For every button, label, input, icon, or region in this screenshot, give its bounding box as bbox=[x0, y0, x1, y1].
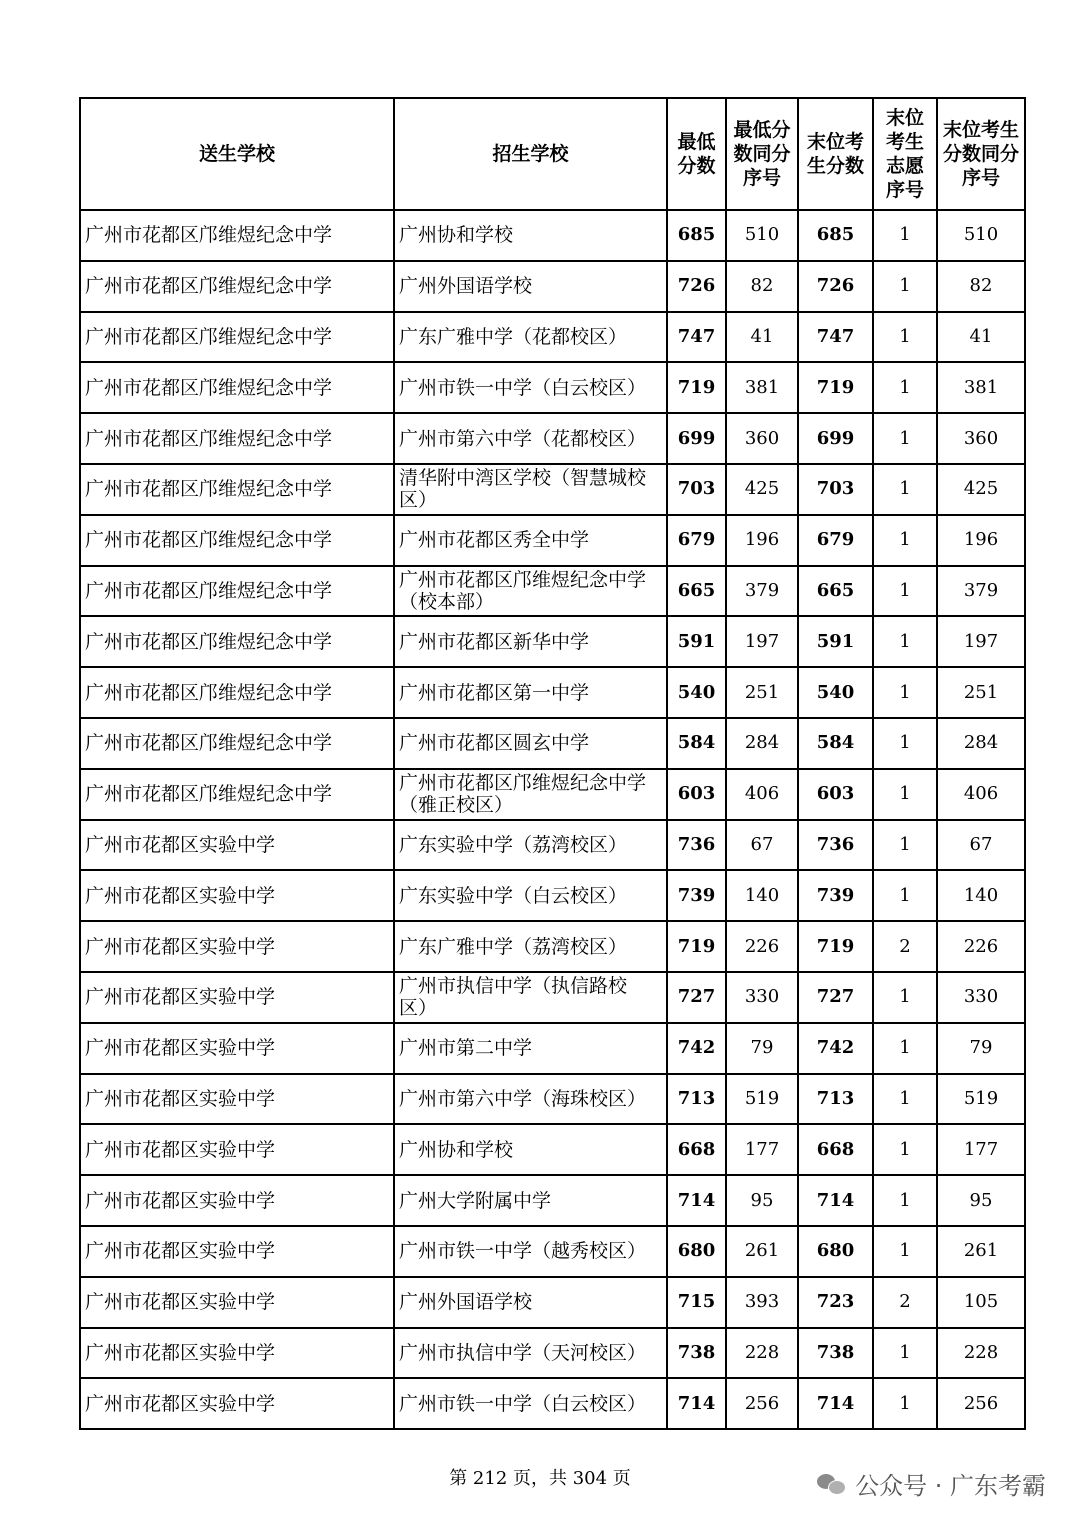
cell-last-wish: 1 bbox=[873, 870, 937, 921]
table-row bbox=[80, 1277, 1025, 1328]
cell-last-rank: 284 bbox=[937, 718, 1025, 769]
cell-recv-school-line: 广州市第二中学 bbox=[399, 1037, 533, 1060]
cell-min-rank: 196 bbox=[726, 515, 798, 566]
cell-send-school: 广州市花都区实验中学 bbox=[80, 1226, 394, 1277]
cell-recv-school-line: 广州市第六中学（花都校区） bbox=[399, 427, 647, 450]
cell-send-school: 广州市花都区邝维煜纪念中学 bbox=[80, 667, 394, 718]
cell-send-school: 广州市花都区实验中学 bbox=[80, 870, 394, 921]
cell-min-rank: 228 bbox=[726, 1328, 798, 1379]
cell-recv-school-line: 区） bbox=[399, 489, 438, 512]
cell-last-score: 540 bbox=[798, 667, 873, 718]
header-min-rank-line: 序号 bbox=[742, 167, 781, 189]
cell-last-wish: 1 bbox=[873, 769, 937, 820]
cell-min-score: 714 bbox=[667, 1175, 726, 1226]
header-last-wish-line: 末位 bbox=[885, 107, 924, 129]
cell-send-school: 广州市花都区邝维煜纪念中学 bbox=[80, 210, 394, 261]
cell-last-wish: 1 bbox=[873, 667, 937, 718]
cell-min-rank: 379 bbox=[726, 566, 798, 617]
cell-recv-school-line: 广州市花都区邝维煜纪念中学 bbox=[399, 568, 647, 591]
cell-last-wish: 1 bbox=[873, 1124, 937, 1175]
cell-recv-school-line: 广州外国语学校 bbox=[399, 275, 533, 298]
cell-recv-school-line: 广东广雅中学（花都校区） bbox=[399, 325, 628, 348]
table-row bbox=[80, 312, 1025, 363]
cell-recv-school bbox=[394, 210, 667, 261]
cell-recv-school bbox=[394, 1277, 667, 1328]
cell-min-score: 738 bbox=[667, 1328, 726, 1379]
cell-last-rank: 510 bbox=[937, 210, 1025, 261]
cell-min-score: 680 bbox=[667, 1226, 726, 1277]
cell-last-rank: 379 bbox=[937, 566, 1025, 617]
cell-recv-school-line: 广州协和学校 bbox=[399, 1138, 514, 1161]
cell-send-school: 广州市花都区实验中学 bbox=[80, 1023, 394, 1074]
cell-recv-school bbox=[394, 1378, 667, 1429]
cell-send-school: 广州市花都区邝维煜纪念中学 bbox=[80, 769, 394, 820]
cell-send-school: 广州市花都区实验中学 bbox=[80, 921, 394, 972]
header-min-score-line: 分数 bbox=[677, 155, 716, 177]
page-footer: 第 212 页，共 304 页 bbox=[449, 1468, 631, 1489]
cell-recv-school bbox=[394, 1124, 667, 1175]
table-body bbox=[80, 210, 1025, 1429]
cell-min-rank: 510 bbox=[726, 210, 798, 261]
table-row bbox=[80, 718, 1025, 769]
cell-recv-school-line: 广东广雅中学（荔湾校区） bbox=[399, 935, 628, 958]
cell-min-score: 540 bbox=[667, 667, 726, 718]
cell-min-rank: 519 bbox=[726, 1074, 798, 1125]
cell-last-wish: 1 bbox=[873, 362, 937, 413]
cell-last-wish: 1 bbox=[873, 261, 937, 312]
table-row bbox=[80, 464, 1025, 515]
cell-last-wish: 1 bbox=[873, 566, 937, 617]
cell-last-rank: 226 bbox=[937, 921, 1025, 972]
header-send-school: 送生学校 bbox=[80, 98, 394, 210]
cell-send-school: 广州市花都区邝维煜纪念中学 bbox=[80, 413, 394, 464]
cell-last-wish: 2 bbox=[873, 921, 937, 972]
cell-last-score: 668 bbox=[798, 1124, 873, 1175]
cell-recv-school-line: 广州市花都区秀全中学 bbox=[399, 529, 590, 552]
cell-recv-school bbox=[394, 616, 667, 667]
cell-last-rank: 196 bbox=[937, 515, 1025, 566]
cell-min-rank: 284 bbox=[726, 718, 798, 769]
header-min-score-line: 最低 bbox=[677, 131, 716, 153]
header-last-rank-line: 序号 bbox=[961, 167, 1000, 189]
cell-last-rank: 197 bbox=[937, 616, 1025, 667]
cell-send-school: 广州市花都区邝维煜纪念中学 bbox=[80, 362, 394, 413]
header-row bbox=[80, 98, 1025, 210]
cell-last-score: 742 bbox=[798, 1023, 873, 1074]
cell-last-score: 703 bbox=[798, 464, 873, 515]
cell-min-score: 739 bbox=[667, 870, 726, 921]
table-row bbox=[80, 870, 1025, 921]
cell-last-wish: 1 bbox=[873, 1074, 937, 1125]
cell-recv-school bbox=[394, 566, 667, 617]
cell-last-wish: 1 bbox=[873, 1023, 937, 1074]
table-row bbox=[80, 1226, 1025, 1277]
cell-send-school: 广州市花都区实验中学 bbox=[80, 1277, 394, 1328]
cell-min-rank: 425 bbox=[726, 464, 798, 515]
cell-last-wish: 1 bbox=[873, 515, 937, 566]
header-min-score bbox=[667, 98, 726, 210]
header-recv-school: 招生学校 bbox=[394, 98, 667, 210]
cell-last-wish: 1 bbox=[873, 972, 937, 1023]
cell-min-rank: 330 bbox=[726, 972, 798, 1023]
cell-min-score: 591 bbox=[667, 616, 726, 667]
cell-min-score: 736 bbox=[667, 820, 726, 871]
cell-recv-school bbox=[394, 1175, 667, 1226]
cell-last-rank: 360 bbox=[937, 413, 1025, 464]
header-last-wish-line: 考生 bbox=[885, 131, 924, 153]
cell-recv-school bbox=[394, 261, 667, 312]
table-row bbox=[80, 769, 1025, 820]
table-row bbox=[80, 362, 1025, 413]
cell-min-score: 742 bbox=[667, 1023, 726, 1074]
cell-last-wish: 1 bbox=[873, 820, 937, 871]
cell-last-score: 719 bbox=[798, 921, 873, 972]
cell-min-rank: 79 bbox=[726, 1023, 798, 1074]
cell-send-school: 广州市花都区邝维煜纪念中学 bbox=[80, 515, 394, 566]
cell-send-school: 广州市花都区邝维煜纪念中学 bbox=[80, 566, 394, 617]
cell-min-score: 715 bbox=[667, 1277, 726, 1328]
cell-send-school: 广州市花都区邝维煜纪念中学 bbox=[80, 464, 394, 515]
cell-min-rank: 140 bbox=[726, 870, 798, 921]
cell-recv-school-line: 广东实验中学（荔湾校区） bbox=[399, 833, 628, 856]
cell-last-rank: 177 bbox=[937, 1124, 1025, 1175]
cell-last-rank: 105 bbox=[937, 1277, 1025, 1328]
cell-last-wish: 1 bbox=[873, 210, 937, 261]
table-row bbox=[80, 820, 1025, 871]
cell-last-wish: 1 bbox=[873, 464, 937, 515]
table-row bbox=[80, 921, 1025, 972]
cell-recv-school bbox=[394, 1023, 667, 1074]
cell-recv-school bbox=[394, 515, 667, 566]
cell-min-score: 714 bbox=[667, 1378, 726, 1429]
table-row bbox=[80, 1124, 1025, 1175]
cell-min-score: 699 bbox=[667, 413, 726, 464]
header-last-wish bbox=[873, 98, 937, 210]
cell-recv-school-line: 广州市执信中学（天河校区） bbox=[399, 1341, 647, 1364]
cell-send-school: 广州市花都区实验中学 bbox=[80, 1175, 394, 1226]
cell-recv-school bbox=[394, 769, 667, 820]
cell-recv-school-line: 广州市铁一中学（白云校区） bbox=[399, 1392, 647, 1415]
cell-send-school: 广州市花都区实验中学 bbox=[80, 1074, 394, 1125]
cell-send-school: 广州市花都区邝维煜纪念中学 bbox=[80, 616, 394, 667]
cell-recv-school-line: 广州大学附属中学 bbox=[399, 1189, 552, 1212]
cell-min-score: 584 bbox=[667, 718, 726, 769]
header-last-score-line: 末位考 bbox=[806, 131, 864, 153]
table-row bbox=[80, 1023, 1025, 1074]
cell-recv-school bbox=[394, 362, 667, 413]
cell-recv-school-line: 广州外国语学校 bbox=[399, 1291, 533, 1314]
table-row bbox=[80, 1175, 1025, 1226]
header-min-rank-line: 最低分 bbox=[733, 119, 791, 141]
cell-last-score: 727 bbox=[798, 972, 873, 1023]
cell-min-rank: 226 bbox=[726, 921, 798, 972]
cell-min-rank: 381 bbox=[726, 362, 798, 413]
cell-recv-school bbox=[394, 921, 667, 972]
cell-last-wish: 1 bbox=[873, 1328, 937, 1379]
cell-recv-school bbox=[394, 820, 667, 871]
cell-last-score: 714 bbox=[798, 1378, 873, 1429]
cell-last-score: 738 bbox=[798, 1328, 873, 1379]
cell-last-rank: 67 bbox=[937, 820, 1025, 871]
cell-last-rank: 330 bbox=[937, 972, 1025, 1023]
cell-last-rank: 381 bbox=[937, 362, 1025, 413]
cell-send-school: 广州市花都区实验中学 bbox=[80, 1378, 394, 1429]
cell-recv-school-line: 广州市花都区第一中学 bbox=[399, 681, 590, 704]
cell-recv-school-line: 清华附中湾区学校（智慧城校 bbox=[399, 467, 647, 490]
cell-last-wish: 1 bbox=[873, 616, 937, 667]
wechat-icon bbox=[817, 1472, 847, 1496]
cell-last-rank: 519 bbox=[937, 1074, 1025, 1125]
cell-min-rank: 256 bbox=[726, 1378, 798, 1429]
cell-send-school: 广州市花都区邝维煜纪念中学 bbox=[80, 312, 394, 363]
watermark-text: 公众号 · 广东考霸 bbox=[855, 1472, 1046, 1500]
cell-min-score: 713 bbox=[667, 1074, 726, 1125]
header-last-rank-line: 分数同分 bbox=[942, 143, 1019, 165]
table-row bbox=[80, 1328, 1025, 1379]
cell-recv-school-line: （雅正校区） bbox=[399, 794, 514, 817]
cell-min-rank: 177 bbox=[726, 1124, 798, 1175]
cell-last-wish: 2 bbox=[873, 1277, 937, 1328]
cell-last-score: 679 bbox=[798, 515, 873, 566]
header-last-rank-line: 末位考生 bbox=[942, 119, 1019, 141]
cell-last-score: 713 bbox=[798, 1074, 873, 1125]
cell-last-score: 591 bbox=[798, 616, 873, 667]
cell-min-rank: 82 bbox=[726, 261, 798, 312]
header-min-rank bbox=[726, 98, 798, 210]
admission-table-container bbox=[79, 97, 1026, 1430]
table-row bbox=[80, 616, 1025, 667]
cell-last-wish: 1 bbox=[873, 1226, 937, 1277]
cell-min-score: 679 bbox=[667, 515, 726, 566]
cell-min-score: 747 bbox=[667, 312, 726, 363]
cell-recv-school-line: 区） bbox=[399, 997, 438, 1020]
cell-recv-school-line: 广州市第六中学（海珠校区） bbox=[399, 1087, 647, 1110]
cell-min-score: 603 bbox=[667, 769, 726, 820]
cell-last-score: 719 bbox=[798, 362, 873, 413]
table-row bbox=[80, 667, 1025, 718]
cell-last-score: 665 bbox=[798, 566, 873, 617]
cell-min-score: 685 bbox=[667, 210, 726, 261]
cell-last-score: 739 bbox=[798, 870, 873, 921]
cell-last-score: 680 bbox=[798, 1226, 873, 1277]
cell-last-score: 714 bbox=[798, 1175, 873, 1226]
cell-send-school: 广州市花都区邝维煜纪念中学 bbox=[80, 718, 394, 769]
cell-send-school: 广州市花都区实验中学 bbox=[80, 820, 394, 871]
cell-last-rank: 425 bbox=[937, 464, 1025, 515]
cell-last-rank: 406 bbox=[937, 769, 1025, 820]
cell-last-rank: 140 bbox=[937, 870, 1025, 921]
cell-min-rank: 360 bbox=[726, 413, 798, 464]
cell-recv-school-line: 广州市执信中学（执信路校 bbox=[399, 975, 628, 998]
cell-last-rank: 41 bbox=[937, 312, 1025, 363]
cell-recv-school bbox=[394, 1226, 667, 1277]
cell-recv-school bbox=[394, 667, 667, 718]
header-last-score-line: 生分数 bbox=[806, 155, 864, 177]
cell-send-school: 广州市花都区邝维煜纪念中学 bbox=[80, 261, 394, 312]
cell-min-rank: 261 bbox=[726, 1226, 798, 1277]
cell-last-rank: 261 bbox=[937, 1226, 1025, 1277]
cell-min-rank: 41 bbox=[726, 312, 798, 363]
cell-min-score: 668 bbox=[667, 1124, 726, 1175]
cell-last-score: 584 bbox=[798, 718, 873, 769]
cell-min-score: 726 bbox=[667, 261, 726, 312]
cell-min-score: 727 bbox=[667, 972, 726, 1023]
cell-send-school: 广州市花都区实验中学 bbox=[80, 1124, 394, 1175]
cell-last-score: 723 bbox=[798, 1277, 873, 1328]
cell-last-wish: 1 bbox=[873, 312, 937, 363]
header-last-score bbox=[798, 98, 873, 210]
cell-min-score: 719 bbox=[667, 921, 726, 972]
cell-min-rank: 67 bbox=[726, 820, 798, 871]
cell-min-rank: 406 bbox=[726, 769, 798, 820]
cell-last-rank: 95 bbox=[937, 1175, 1025, 1226]
table-row bbox=[80, 210, 1025, 261]
cell-recv-school bbox=[394, 464, 667, 515]
cell-recv-school-line: 广州市花都区圆玄中学 bbox=[399, 732, 590, 755]
cell-min-rank: 197 bbox=[726, 616, 798, 667]
table-row bbox=[80, 261, 1025, 312]
cell-last-score: 747 bbox=[798, 312, 873, 363]
table-row bbox=[80, 1074, 1025, 1125]
cell-recv-school-line: 广州协和学校 bbox=[399, 224, 514, 247]
cell-last-wish: 1 bbox=[873, 413, 937, 464]
table-row bbox=[80, 566, 1025, 617]
cell-last-wish: 1 bbox=[873, 718, 937, 769]
cell-recv-school bbox=[394, 1074, 667, 1125]
cell-send-school: 广州市花都区实验中学 bbox=[80, 972, 394, 1023]
cell-recv-school-line: 广东实验中学（白云校区） bbox=[399, 884, 628, 907]
cell-recv-school-line: 广州市铁一中学（越秀校区） bbox=[399, 1240, 647, 1263]
cell-last-score: 736 bbox=[798, 820, 873, 871]
cell-last-score: 685 bbox=[798, 210, 873, 261]
cell-last-rank: 256 bbox=[937, 1378, 1025, 1429]
table-row bbox=[80, 1378, 1025, 1429]
header-last-rank bbox=[937, 98, 1025, 210]
cell-min-rank: 95 bbox=[726, 1175, 798, 1226]
cell-min-rank: 251 bbox=[726, 667, 798, 718]
cell-min-score: 719 bbox=[667, 362, 726, 413]
table-row bbox=[80, 515, 1025, 566]
watermark bbox=[817, 1466, 1046, 1501]
cell-min-score: 665 bbox=[667, 566, 726, 617]
cell-min-rank: 393 bbox=[726, 1277, 798, 1328]
cell-last-score: 603 bbox=[798, 769, 873, 820]
cell-recv-school-line: 广州市铁一中学（白云校区） bbox=[399, 376, 647, 399]
cell-recv-school bbox=[394, 312, 667, 363]
cell-recv-school-line: 广州市花都区新华中学 bbox=[399, 630, 590, 653]
cell-last-score: 726 bbox=[798, 261, 873, 312]
cell-last-rank: 82 bbox=[937, 261, 1025, 312]
cell-min-score: 703 bbox=[667, 464, 726, 515]
table-row bbox=[80, 413, 1025, 464]
header-min-rank-line: 数同分 bbox=[733, 143, 791, 165]
header-last-wish-line: 志愿 bbox=[885, 155, 924, 177]
cell-recv-school bbox=[394, 1328, 667, 1379]
table-row bbox=[80, 972, 1025, 1023]
cell-last-rank: 251 bbox=[937, 667, 1025, 718]
cell-recv-school bbox=[394, 972, 667, 1023]
cell-last-wish: 1 bbox=[873, 1378, 937, 1429]
cell-recv-school bbox=[394, 718, 667, 769]
cell-last-rank: 228 bbox=[937, 1328, 1025, 1379]
cell-last-score: 699 bbox=[798, 413, 873, 464]
cell-recv-school bbox=[394, 870, 667, 921]
cell-last-rank: 79 bbox=[937, 1023, 1025, 1074]
cell-last-wish: 1 bbox=[873, 1175, 937, 1226]
header-last-wish-line: 序号 bbox=[885, 179, 924, 201]
cell-send-school: 广州市花都区实验中学 bbox=[80, 1328, 394, 1379]
cell-recv-school bbox=[394, 413, 667, 464]
cell-recv-school-line: 广州市花都区邝维煜纪念中学 bbox=[399, 772, 647, 795]
admission-table bbox=[79, 97, 1026, 1430]
cell-recv-school-line: （校本部） bbox=[399, 590, 495, 613]
